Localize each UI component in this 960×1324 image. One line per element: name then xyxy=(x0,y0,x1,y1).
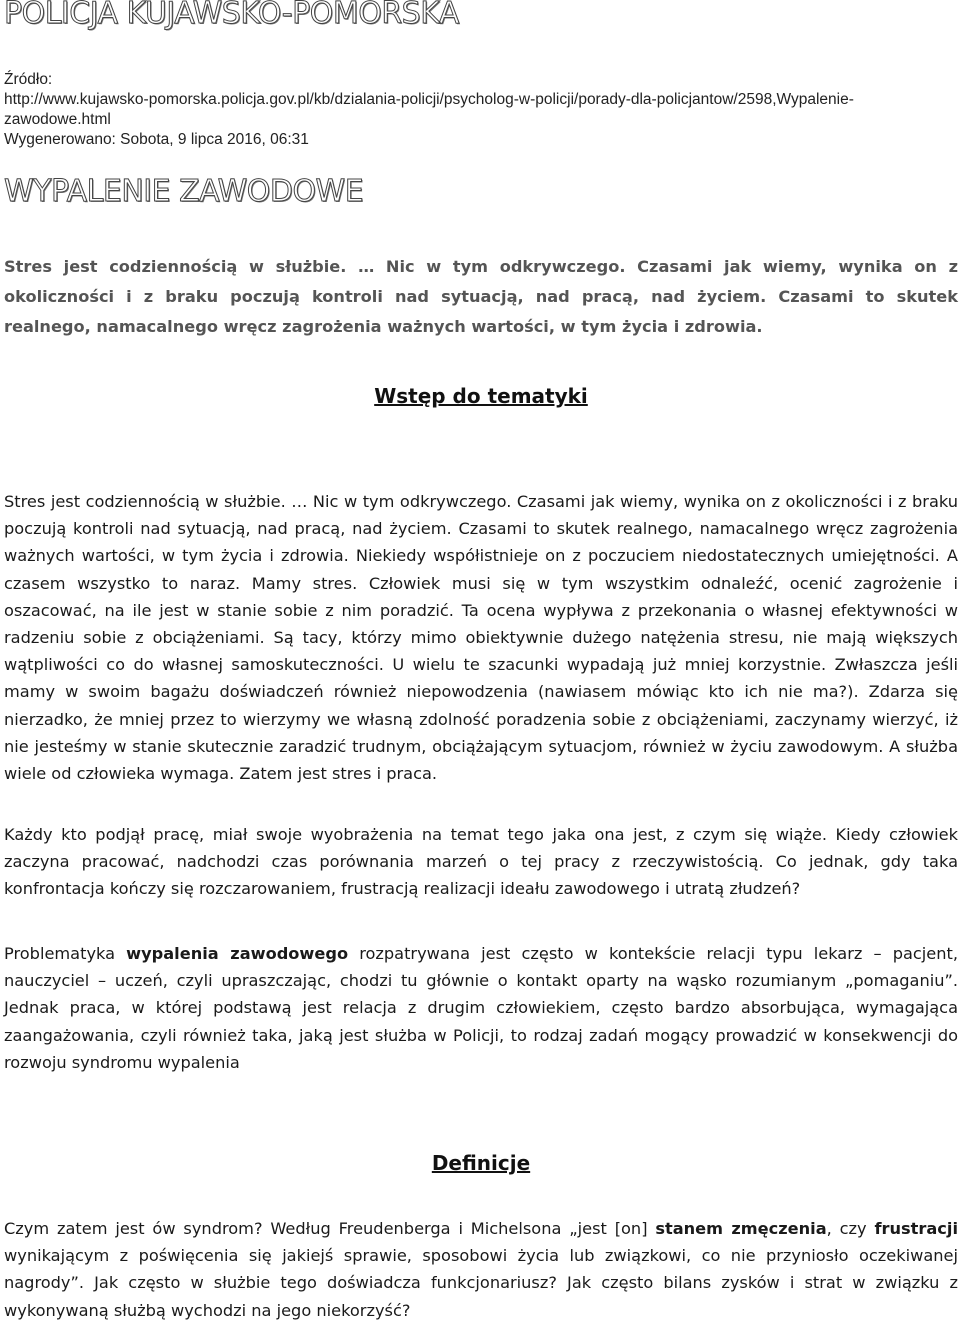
source-meta xyxy=(4,70,854,150)
article-lead: Stres jest codziennością w służbie. … Nic w tym odkrywczego. Czasami jak wiemy, wynika on z okoliczności i z braku poczują kontroli nad sytuacją, nad pracą, nad życiem. Czasami to skutek realnego, namacalnego wręcz zagrożenia ważnych wartości, w tym życia i zdrowia. xyxy=(4,257,958,336)
source-url-line2[interactable]: zawodowe.html xyxy=(4,111,111,128)
paragraph-problematics xyxy=(4,940,958,1076)
source-url-line1[interactable]: http://www.kujawsko-pomorska.policja.gov.pl/kb/dzialania-policji/psycholog-w-policji/porady-dla-policjantow/2598,Wypalenie- xyxy=(4,91,854,108)
generated-date: Wygenerowano: Sobota, 9 lipca 2016, 06:31 xyxy=(4,131,309,148)
site-title: POLICJA KUJAWSKO-POMORSKA xyxy=(4,0,459,31)
source-label: Źródło: xyxy=(4,71,53,88)
p3-text-a: Problematyka xyxy=(4,944,127,963)
section-heading-definitions: Definicje xyxy=(431,1151,531,1175)
p3-bold-term: wypalenia zawodowego xyxy=(126,944,349,963)
p4-bold-term2: frustracji xyxy=(874,1219,958,1238)
p4-text-a: Czym zatem jest ów syndrom? Według Freudenberga i Michelsona „jest [on] xyxy=(4,1219,656,1238)
p4-text-c: wynikającym z poświęcenia się jakiejś sprawie, sposobowi życia lub związkowi, co nie przyniosło oczekiwanej nagrody”. Jak często w służbie tego doświadcza funkcjonariusz? Jak często bilans zysków i strat w związku z wykonywaną służbą wychodzi na jego niekorzyść? xyxy=(4,1246,958,1320)
paragraph-definition xyxy=(4,1215,958,1324)
p4-bold-term1: stanem zmęczenia xyxy=(655,1219,827,1238)
paragraph-intro: Stres jest codziennością w służbie. … Nic w tym odkrywczego. Czasami jak wiemy, wynika on z okoliczności i z braku poczują kontroli nad sytuacją, nad pracą, nad życiem. Czasami to skutek realnego, namacalnego wręcz zagrożenia ważnych wartości, w tym życia i zdrowia. Niekiedy współistnieje on z poczuciem niedostatecznych umiejętności. A czasem wszystko to naraz. Mamy stres. Człowiek musi się w tym wszystkim odnaleźć, ocenić zagrożenie i oszacować, na ile jest w stanie sobie z nim poradzić. Ta ocena wypływa z przekonania o własnej efektywności w radzeniu sobie z obciążeniami. Są tacy, którzy mimo obiektywnie dużego natężenia stresu, nie mają większych wątpliwości co do własnej samoskuteczności. U wielu te szacunki wypadają już mniej korzystnie. Zwłaszcza jeśli mamy w swoim bagażu doświadczeń również niepowodzenia (nawiasem mówiąc kto ich nie ma?). Zdarza się nierzadko, że mniej przez to wierzymy we własną zdolność poradzenia sobie z obciążeniami, zaczynamy wierzyć, iż nie jesteśmy w stanie skutecznie zaradzić trudnym, obciążającym sytuacjom, również w życiu zawodowym. A służba wiele od człowieka wymaga. Zatem jest stres i praca. xyxy=(4,492,958,784)
paragraph-expectations: Każdy kto podjął pracę, miał swoje wyobrażenia na temat tego jaka ona jest, z czym się wiąże. Kiedy człowiek zaczyna pracować, nadchodzi czas porównania marzeń o tej pracy z rzeczywistością. Co jednak, gdy taka konfrontacja kończy się rozczarowaniem, frustracją realizacji ideału zawodowego i utratą złudzeń? xyxy=(4,825,958,899)
p4-text-b: , czy xyxy=(826,1219,875,1238)
section-heading-intro: Wstęp do tematyki xyxy=(374,384,588,408)
p3-text-b: rozpatrywana jest często w kontekście relacji typu lekarz – pacjent, nauczyciel – uczeń, czyli upraszczając, chodzi tu głównie o kontakt oparty na wąsko rozumianym „pomaganiu”. Jednak praca, w której podstawą jest relacja z drugim człowiekiem, często bardzo absorbująca, wymagająca zaangażowania, czyli również taka, jaką jest służba w Policji, to rodzaj zadań mogący prowadzić w konsekwencji do rozwoju syndromu wypalenia xyxy=(4,944,959,1072)
article-title: WYPALENIE ZAWODOWE xyxy=(4,174,364,209)
